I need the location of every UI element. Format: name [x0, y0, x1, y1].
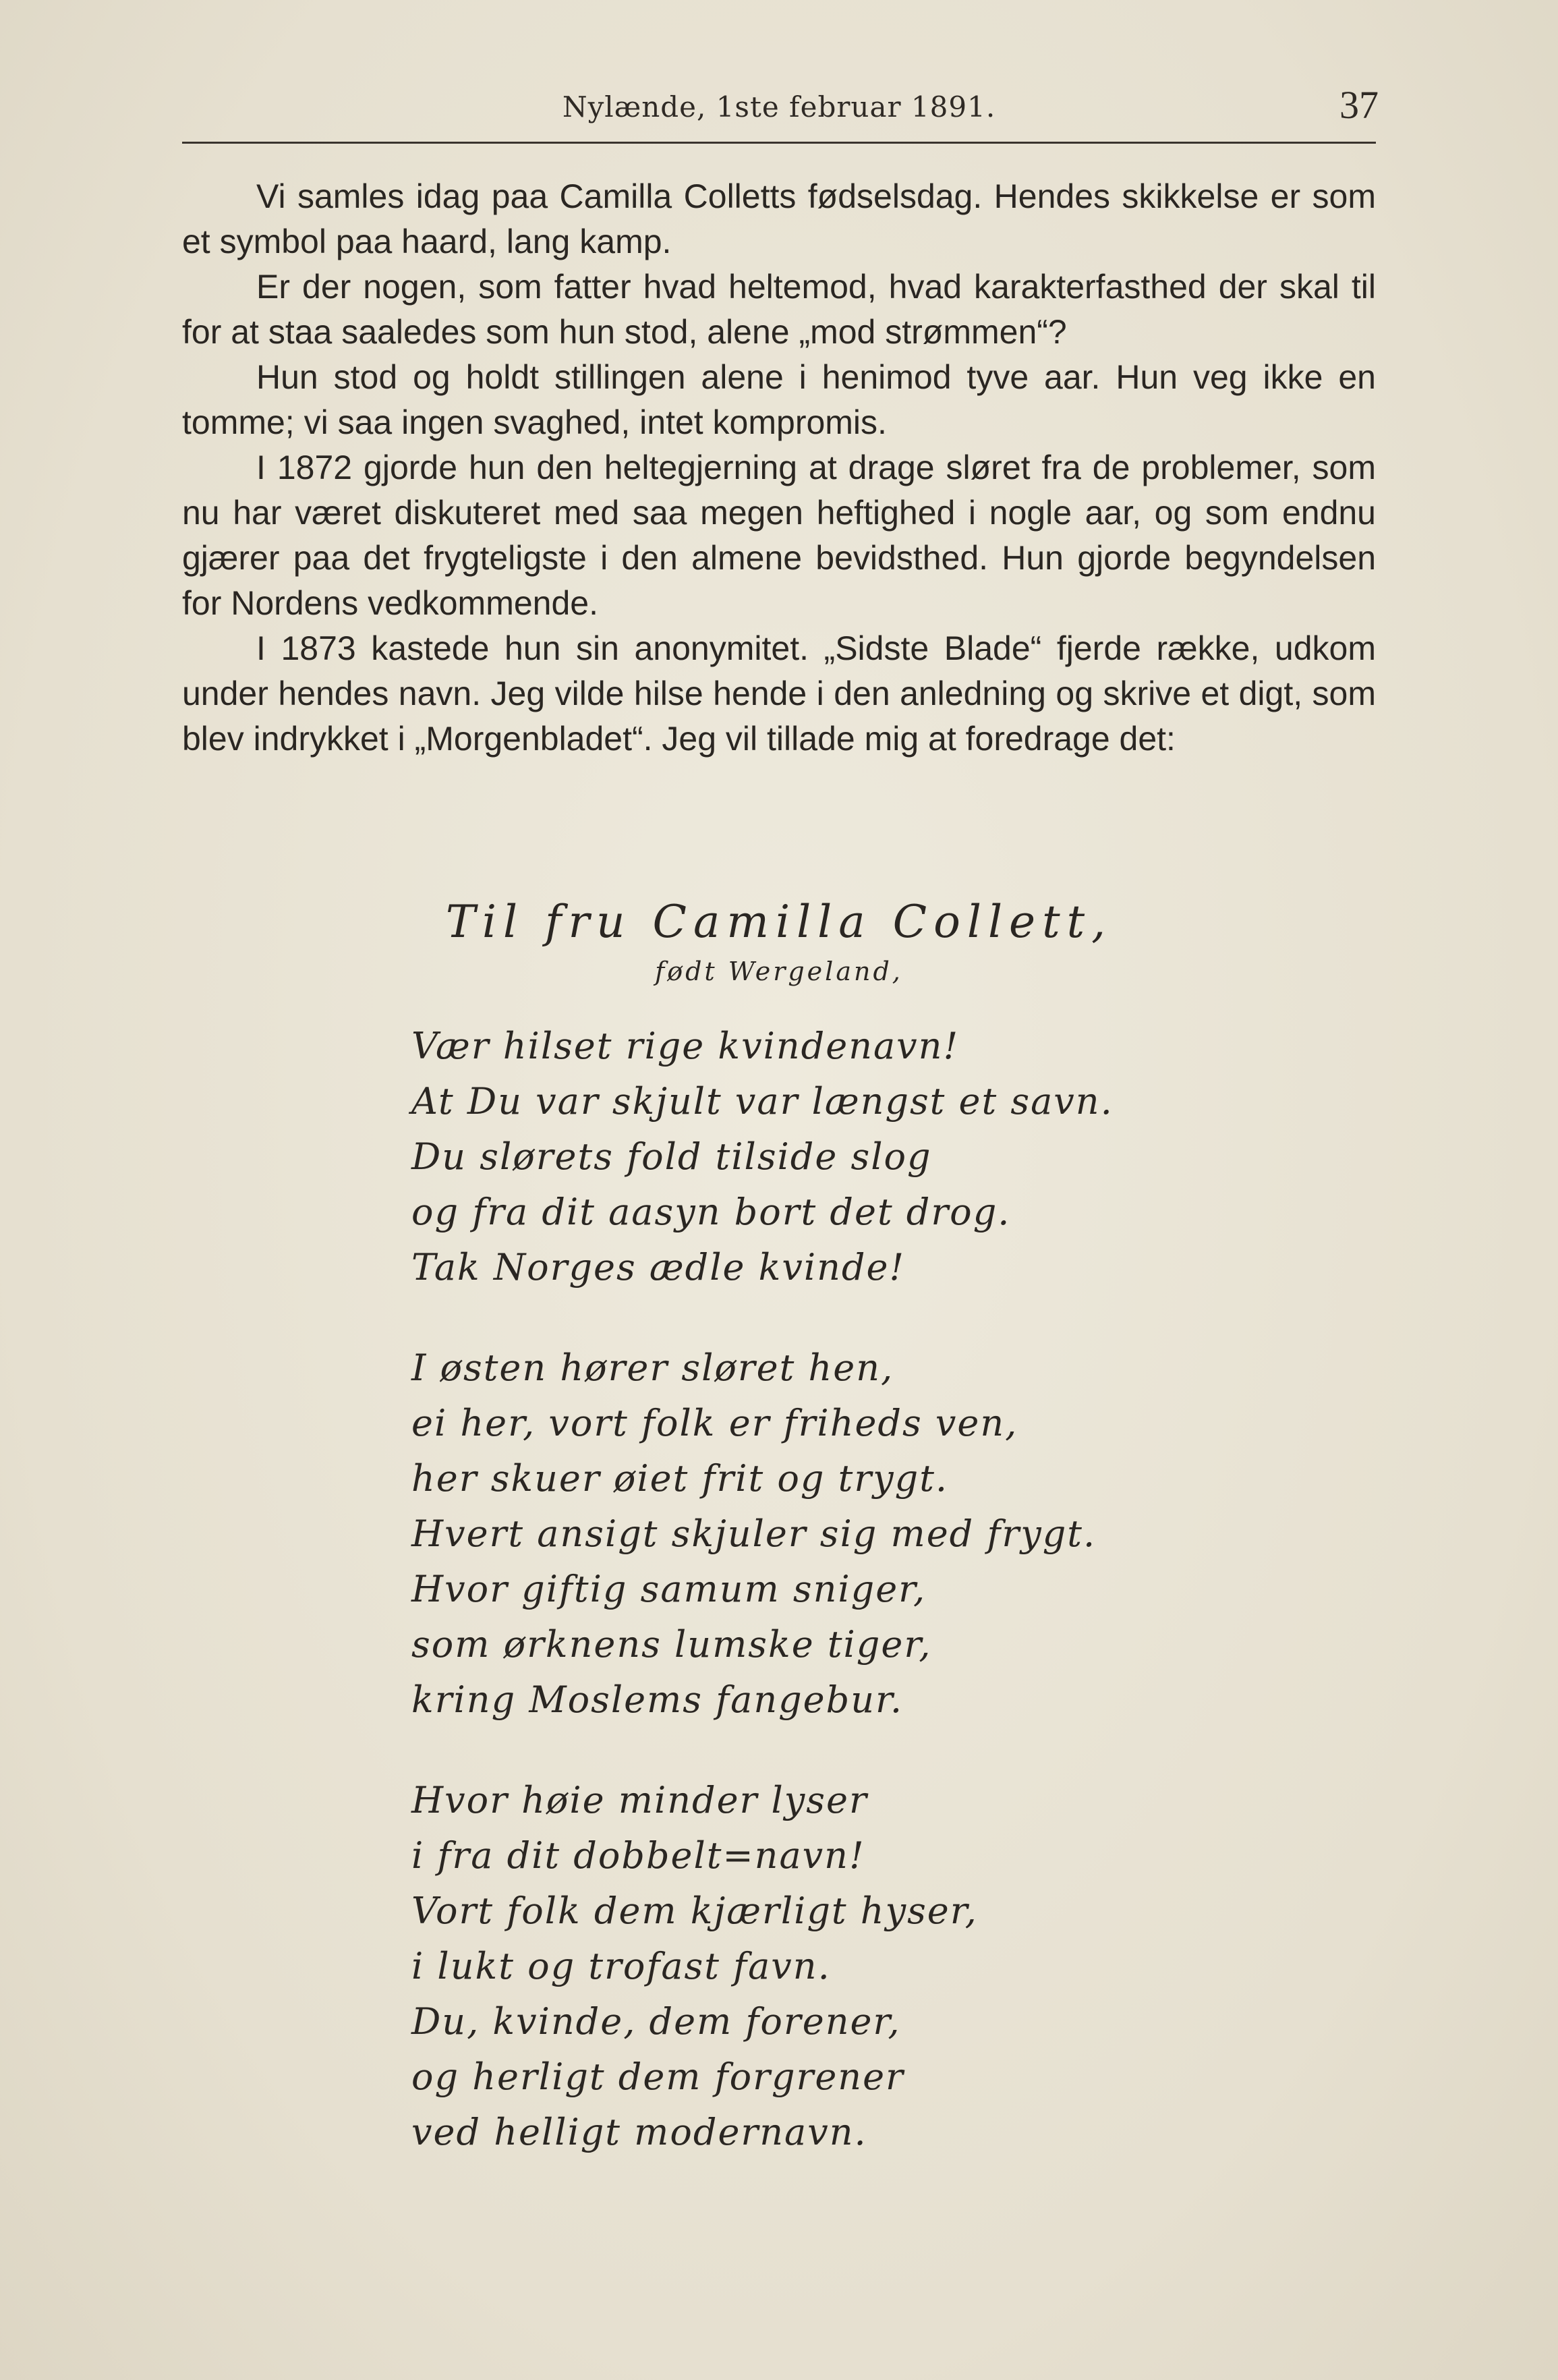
- poem-line: og herligt dem forgrener: [411, 2056, 904, 2098]
- poem-line: Hvor giftig samum sniger,: [411, 1568, 927, 1610]
- header-rule: [182, 142, 1376, 144]
- poem-stanza: [411, 1340, 1288, 1728]
- prose-paragraph: I 1872 gjorde hun den heltegjerning at drage sløret fra de problemer, som nu har været diskuteret med saa megen heftighed i nogle aar, og som endnu gjærer paa det frygteligste i den almene bevidsthed. Hun gjorde begyndelsen for Nordens vedkommende.: [182, 449, 1376, 622]
- prose-paragraph: Er der nogen, som fatter hvad heltemod, hvad karakterfasthed der skal til for at staa saaledes som hun stod, alene „mod strømmen“?: [182, 268, 1376, 351]
- poem-line: kring Moslems fangebur.: [411, 1678, 904, 1721]
- poem-line: Hvert ansigt skjuler sig med frygt.: [411, 1512, 1097, 1555]
- poem-line: Tak Norges ædle kvinde!: [411, 1246, 906, 1288]
- poem-title: Til fru Camilla Collett,: [445, 896, 1113, 948]
- poem-line: ved helligt modernavn.: [411, 2111, 867, 2153]
- prose-paragraph: I 1873 kastede hun sin anonymitet. „Sidste Blade“ fjerde række, udkom under hendes navn. Jeg vilde hilse hende i den anledning og skrive et digt, som blev indrykket i „Morgenbladet“. Jeg vil tillade mig at foredrage det:: [182, 629, 1376, 758]
- poem-line: ei her, vort folk er friheds ven,: [411, 1402, 1018, 1444]
- poem-line: Hvor høie minder lyser: [411, 1779, 868, 1821]
- poem-line: som ørknens lumske tiger,: [411, 1623, 932, 1666]
- prose-paragraph: Vi samles idag paa Camilla Colletts fødselsdag. Hendes skikkelse er som et symbol paa haard, lang kamp.: [182, 177, 1376, 260]
- page-number: 37: [1339, 83, 1379, 127]
- poem-line: i lukt og trofast favn.: [411, 1945, 831, 1987]
- poem-line: her skuer øiet frit og trygt.: [411, 1457, 949, 1500]
- poem-line: og fra dit aasyn bort det drog.: [411, 1191, 1011, 1233]
- poem-line: Vort folk dem kjærligt hyser,: [411, 1890, 978, 1932]
- running-header: [182, 83, 1379, 140]
- poem-line: I østen hører sløret hen,: [411, 1347, 894, 1389]
- poem-line: At Du var skjult var længst et savn.: [411, 1080, 1114, 1123]
- poem-subtitle: født Wergeland,: [655, 957, 903, 986]
- poem-body: [411, 1019, 1288, 2205]
- poem-stanza: [411, 1019, 1288, 1295]
- header-title: Nylænde, 1ste februar 1891.: [562, 90, 996, 123]
- poem-line: Du, kvinde, dem forener,: [411, 2000, 901, 2043]
- poem-line: Du slørets fold tilside slog: [411, 1135, 932, 1178]
- prose-paragraph: Hun stod og holdt stillingen alene i henimod tyve aar. Hun veg ikke en tomme; vi saa ingen svaghed, intet kompromis.: [182, 358, 1376, 441]
- poem-stanza: [411, 1773, 1288, 2160]
- prose-body: [182, 174, 1376, 762]
- poem-line: Vær hilset rige kvindenavn!: [411, 1025, 960, 1067]
- poem-line: i fra dit dobbelt=navn!: [411, 1834, 865, 1877]
